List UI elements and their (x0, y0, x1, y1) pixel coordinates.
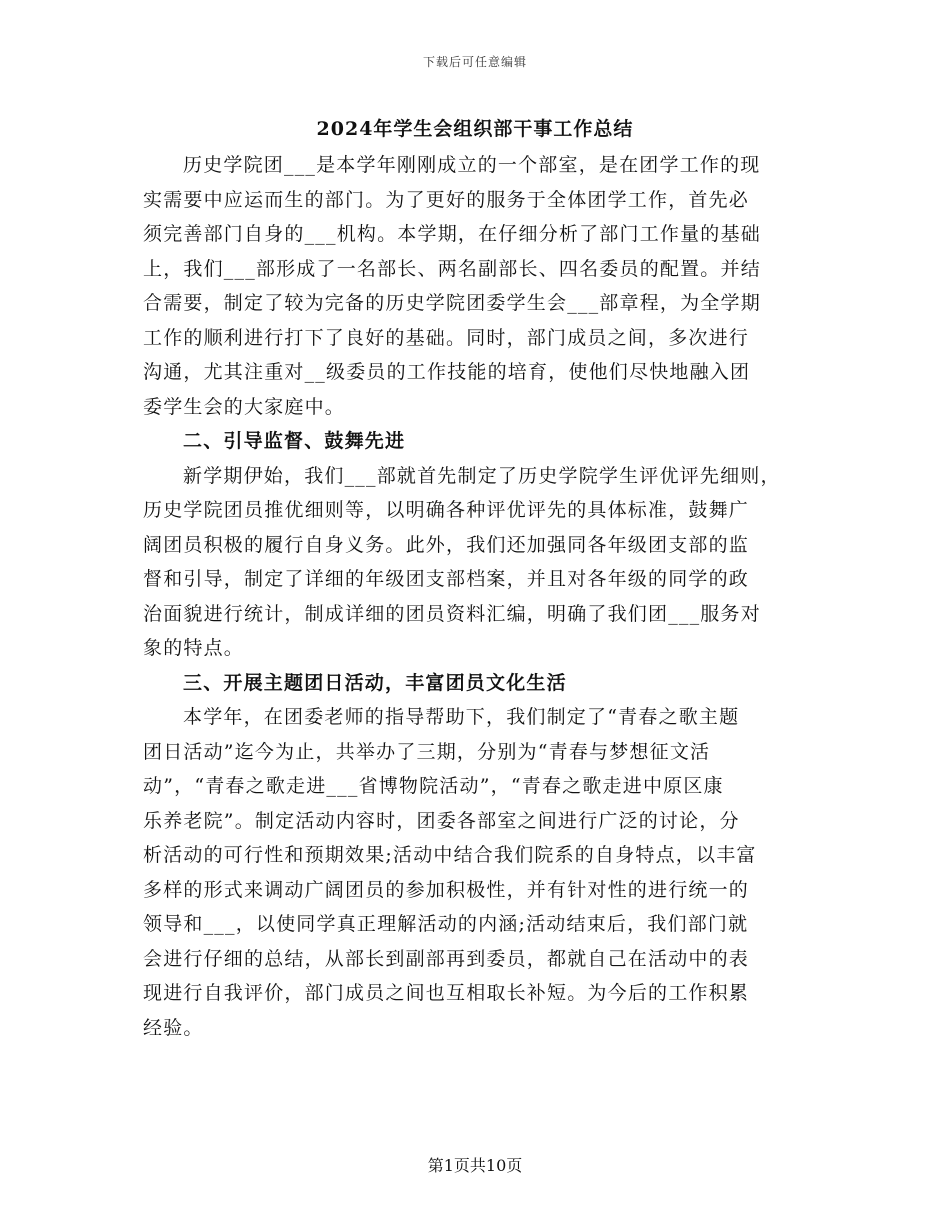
body-text-line: 经验。 (143, 1016, 204, 1039)
body-text-line: 阔团员积极的履行自身义务。此外，我们还加强同各年级团支部的监 (143, 533, 750, 556)
document-title: 2024年学生会组织部干事工作总结 (316, 118, 634, 140)
section-heading: 三、开展主题团日活动，丰富团员文化生活 (183, 671, 567, 694)
section-heading: 二、引导监督、鼓舞先进 (183, 430, 406, 452)
body-text-line: 合需要，制定了较为完备的历史学院团委学生会___部章程，为全学期 (143, 292, 761, 314)
body-text-line: 工作的顺利进行打下了良好的基础。同时，部门成员之间，多次进行 (143, 326, 750, 349)
body-text-line: 领导和___，以使同学真正理解活动的内涵;活动结束后，我们部门就 (143, 913, 749, 935)
body-text-line: 析活动的可行性和预期效果;活动中结合我们院系的自身特点，以丰富 (143, 844, 757, 866)
body-text-line: 本学年，在团委老师的指导帮助下，我们制定了“青春之歌主题 (183, 706, 740, 728)
body-text-line: 须完善部门自身的___机构。本学期，在仔细分析了部门工作量的基础 (143, 223, 761, 245)
document-body (143, 148, 815, 1045)
body-text-line: 多样的形式来调动广阔团员的参加积极性，并有针对性的进行统一的 (143, 878, 750, 901)
body-text-line: 象的特点。 (143, 637, 245, 659)
page-footer: 第1页共10页 (427, 1156, 523, 1175)
body-text-line: 新学期伊始，我们___部就首先制定了历史学院学生评优评先细则， (183, 464, 781, 487)
body-text-line: 团日活动”迄今为止，共举办了三期，分别为“青春与梦想征文活 (143, 740, 711, 763)
body-text-line: 现进行自我评价，部门成员之间也互相取长补短。为今后的工作积累 (143, 982, 750, 1004)
header-note: 下载后可任意编辑 (422, 55, 527, 69)
body-text-line: 委学生会的大家庭中。 (143, 395, 346, 418)
body-text-line: 动”，“青春之歌走进___省博物院活动”，“青春之歌走进中原区康 (143, 775, 724, 797)
body-text-line: 上，我们___部形成了一名部长、两名副部长、四名委员的配置。并结 (143, 257, 761, 280)
body-text-line: 会进行仔细的总结，从部长到副部再到委员，都就自己在活动中的表 (143, 947, 750, 970)
body-text-line: 督和引导，制定了详细的年级团支部档案，并且对各年级的同学的政 (143, 568, 750, 590)
body-text-line: 治面貌进行统计，制成详细的团员资料汇编，明确了我们团___服务对 (143, 602, 761, 625)
body-text-line: 乐养老院”。制定活动内容时，团委各部室之间进行广泛的讨论，分 (143, 809, 740, 832)
body-text-line: 历史学院团___是本学年刚刚成立的一个部室，是在团学工作的现 (183, 154, 761, 176)
body-text-line: 沟通，尤其注重对__级委员的工作技能的培育，使他们尽快地融入团 (143, 361, 751, 383)
body-text-line: 实需要中应运而生的部门。为了更好的服务于全体团学工作，首先必 (143, 188, 750, 211)
body-text-line: 历史学院团员推优细则等，以明确各种评优评先的具体标准，鼓舞广 (143, 499, 750, 521)
